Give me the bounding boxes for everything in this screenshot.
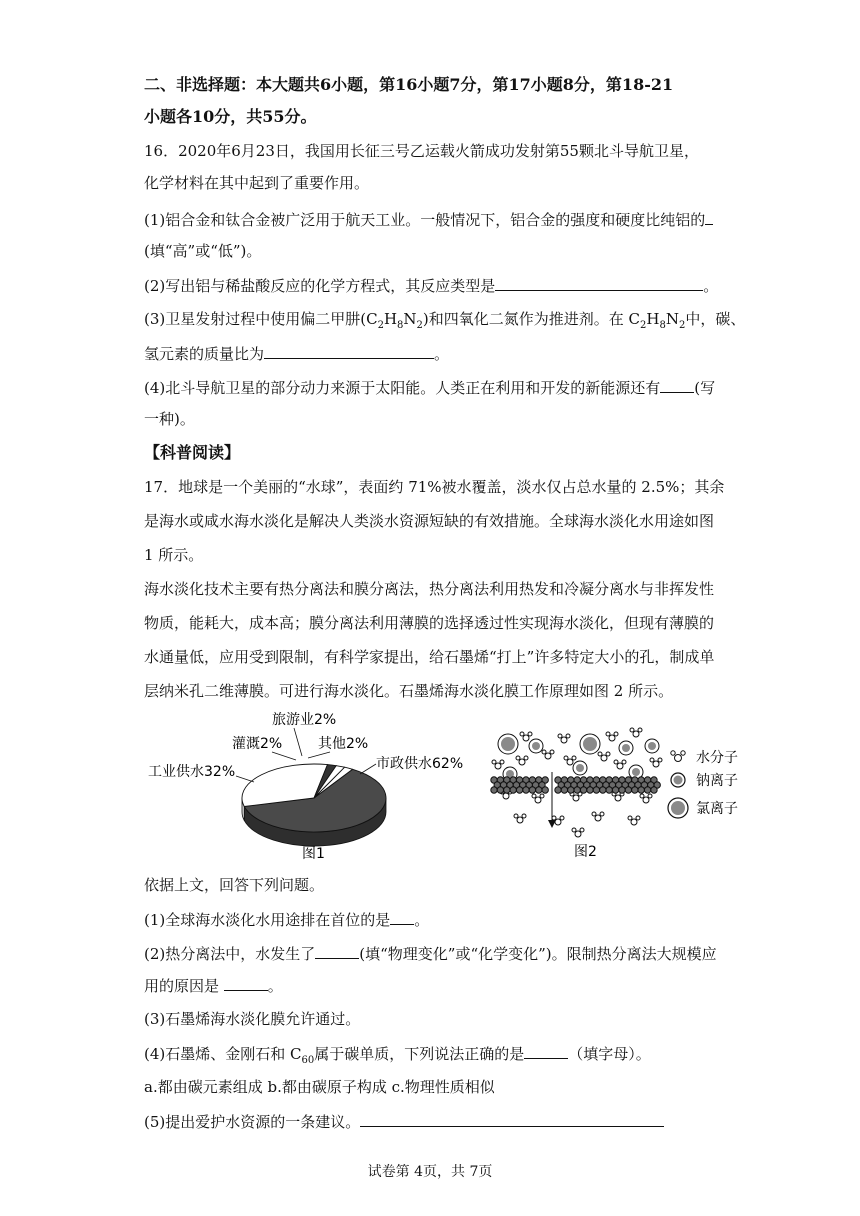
- q16-part3-line1: [144, 310, 745, 335]
- water-molecule-h: [540, 794, 544, 798]
- graphene-atom: [542, 787, 548, 793]
- legend-water-molecule-icon: [671, 751, 685, 762]
- water-molecule-h: [492, 760, 496, 764]
- water-molecule-h: [622, 760, 626, 764]
- water-molecule: [523, 735, 529, 741]
- graphene-atom: [491, 787, 497, 793]
- water-molecule-h: [614, 732, 618, 736]
- reading-header: 【科普阅读】: [144, 443, 241, 462]
- punctuation: 。: [703, 277, 719, 295]
- graphene-atom: [606, 787, 612, 793]
- water-molecule-h: [522, 814, 526, 818]
- q16-stem-line2: 化学材料在其中起到了重要作用。: [144, 174, 370, 192]
- water-molecule-h: [560, 816, 564, 820]
- q17-intro: 依据上文，回答下列问题。: [144, 876, 325, 894]
- q17-question2-line2: [144, 976, 283, 995]
- q17-question2-text: 用的原因是: [144, 977, 224, 995]
- leader-line: [294, 728, 302, 756]
- water-molecule-h: [514, 814, 518, 818]
- graphene-atom: [580, 787, 586, 793]
- water-molecule-h: [628, 816, 632, 820]
- legend-chloride: 氯离子: [696, 801, 738, 817]
- water-molecule-h: [592, 812, 596, 816]
- answer-blank[interactable]: [315, 944, 359, 959]
- pie-label-other: 其他2%: [318, 736, 369, 752]
- section-title-line1: 二、非选择题：本大题共6小题，第16小题7分，第17小题8分，第18-21: [144, 75, 674, 94]
- graphene-atom: [568, 787, 574, 793]
- formula-part: H: [383, 310, 398, 328]
- graphene-atom: [523, 787, 529, 793]
- q17-question5: [144, 1112, 664, 1131]
- water-molecule: [643, 797, 649, 803]
- water-molecule-h: [500, 760, 504, 764]
- graphene-atom: [536, 787, 542, 793]
- q16-part1-line1: [144, 210, 713, 229]
- subscript: 2: [679, 320, 686, 331]
- water-molecule-h: [558, 734, 562, 738]
- water-molecule-h: [572, 828, 576, 832]
- water-molecule-h: [520, 732, 524, 736]
- q16-part4-line1: [144, 378, 715, 397]
- water-molecule-h: [640, 794, 644, 798]
- graphene-atom: [510, 787, 516, 793]
- water-molecule: [617, 763, 623, 769]
- formula-part: H: [646, 310, 660, 328]
- subscript: 60: [301, 1055, 315, 1066]
- graphene-atom: [574, 787, 580, 793]
- graphene-atom: [632, 787, 638, 793]
- answer-blank[interactable]: [495, 276, 703, 291]
- q16-part3-text: (3)卫星发射过程中使用偏二甲肼(C: [144, 310, 378, 328]
- pie-label-irrigation: 灌溉2%: [232, 736, 283, 752]
- q17-para1-line2: 是海水或咸水海水淡化是解决人类淡水资源短缺的有效措施。全球海水淡化水用途如图: [144, 512, 715, 530]
- punctuation: 。: [267, 977, 283, 995]
- graphene-atom: [612, 787, 618, 793]
- graphene-atom: [516, 787, 522, 793]
- q16-part3-text: 中，碳、: [685, 310, 746, 328]
- q17-question1-text: (1)全球海水淡化水用途排在首位的是: [144, 911, 391, 929]
- q17-question4-text: (4)石墨烯、金刚石和 C: [144, 1045, 302, 1063]
- water-molecule-h: [564, 756, 568, 760]
- water-molecule: [615, 795, 621, 801]
- q16-part4-line2: 一种)。: [144, 410, 195, 428]
- graphene-atom: [600, 787, 606, 793]
- q17-para2-line4: 层纳米孔二维薄膜。可进行海水淡化。石墨烯海水淡化膜工作原理如图 2 所示。: [144, 682, 674, 700]
- water-molecule-h: [630, 728, 634, 732]
- water-molecule-h: [598, 752, 602, 756]
- q16-part4-text: (4)北斗导航卫星的部分动力来源于太阳能。人类正在利用和开发的新能源还有: [144, 379, 661, 397]
- graphene-atom: [593, 787, 599, 793]
- formula-part: N: [665, 310, 679, 328]
- q17-para2-line2: 物质，能耗大，成本高；膜分离法利用薄膜的选择透过性实现海水淡化，但现有薄膜的: [144, 614, 715, 632]
- water-molecule-h: [636, 816, 640, 820]
- graphene-atom: [625, 787, 631, 793]
- sodium-ion-core: [622, 744, 630, 752]
- water-molecule-h: [580, 828, 584, 832]
- water-molecule: [653, 761, 659, 767]
- sodium-ion-core: [576, 764, 584, 772]
- q16-part1-text: (1)铝合金和钛合金被广泛用于航天工业。一般情况下，铝合金的强度和硬度比纯铝的: [144, 211, 706, 229]
- water-molecule-h: [542, 750, 546, 754]
- answer-blank[interactable]: [224, 976, 268, 991]
- water-molecule-h: [516, 756, 520, 760]
- q17-question4: [144, 1044, 651, 1070]
- punctuation: 。: [434, 345, 450, 363]
- graphene-atom: [651, 787, 657, 793]
- pie-label-industrial: 工业供水32%: [148, 764, 236, 780]
- figure2-membrane-diagram: [486, 726, 776, 866]
- q17-para2-line3: 水通量低，应用受到限制，有科学家提出，给石墨烯“打上”许多特定大小的孔，制成单: [144, 648, 715, 666]
- water-molecule: [575, 831, 581, 837]
- graphene-atom: [555, 787, 561, 793]
- q16-stem-line1: 16．2020年6月23日，我国用长征三号乙运载火箭成功发射第55颗北斗导航卫星，: [144, 142, 699, 160]
- q16-part1-line2: (填“高”或“低”)。: [144, 242, 262, 260]
- leader-line: [272, 752, 296, 760]
- water-molecule-h: [572, 756, 576, 760]
- figure2-caption: 图2: [574, 844, 597, 860]
- legend-water: 水分子: [696, 750, 738, 766]
- answer-blank[interactable]: [390, 910, 414, 925]
- water-molecule-h: [606, 732, 610, 736]
- q16-part3-text: 氢元素的质量比为: [144, 345, 265, 363]
- water-molecule-h: [638, 728, 642, 732]
- q17-question5-text: (5)提出爱护水资源的一条建议。: [144, 1113, 361, 1131]
- water-molecule: [535, 797, 541, 803]
- water-molecule: [609, 735, 615, 741]
- water-molecule-h: [606, 752, 610, 756]
- subscript: 8: [397, 320, 404, 331]
- water-molecule: [595, 815, 601, 821]
- q17-options: a.都由碳元素组成 b.都由碳原子构成 c.物理性质相似: [144, 1078, 495, 1096]
- q17-para2-line1: 海水淡化技术主要有热分离法和膜分离法，热分离法利用热发和冷凝分离水与非挥发性: [144, 580, 715, 598]
- pie-label-tourism: 旅游业2%: [272, 712, 337, 728]
- q16-part2-text: (2)写出铝与稀盐酸反应的化学方程式，其反应类型是: [144, 277, 496, 295]
- page-footer: 试卷第 4页，共 7页: [367, 1164, 493, 1180]
- figure1-caption: 图1: [302, 846, 325, 862]
- q16-part3-line2: [144, 344, 449, 363]
- q16-part4-text: (写: [694, 379, 716, 397]
- water-molecule: [561, 737, 567, 743]
- graphene-membrane: [491, 777, 661, 793]
- graphene-atom: [529, 787, 535, 793]
- section-title-line2: 小题各10分，共55分。: [144, 107, 317, 126]
- sodium-ion-core: [532, 742, 540, 750]
- water-molecule: [601, 755, 607, 761]
- water-molecule-h: [600, 812, 604, 816]
- q17-para1-line3: 1 所示。: [144, 546, 204, 564]
- graphene-atom: [638, 787, 644, 793]
- water-molecule-h: [566, 734, 570, 738]
- water-molecule-h: [524, 756, 528, 760]
- flow-arrow-head: [548, 820, 556, 828]
- q17-question4-text: （填字母）。: [568, 1045, 651, 1063]
- water-molecule: [573, 795, 579, 801]
- subscript: 2: [377, 320, 384, 331]
- water-molecule-h: [528, 732, 532, 736]
- graphene-atom: [587, 787, 593, 793]
- water-molecule-h: [614, 760, 618, 764]
- q16-part2: [144, 276, 718, 295]
- water-molecule: [519, 759, 525, 765]
- leader-line: [360, 764, 376, 774]
- water-molecule: [631, 819, 637, 825]
- water-molecule: [503, 793, 509, 799]
- graphene-atom: [561, 787, 567, 793]
- leader-line: [236, 776, 254, 782]
- water-molecule: [495, 763, 501, 769]
- water-molecule: [633, 731, 639, 737]
- answer-blank[interactable]: [264, 344, 434, 359]
- answer-blank[interactable]: [705, 210, 713, 225]
- water-molecule: [555, 819, 561, 825]
- q17-question2-line1: [144, 944, 717, 963]
- chloride-ion-core: [583, 737, 597, 751]
- q17-question2-text: (填“物理变化”或“化学变化”)。限制热分离法大规模应: [359, 945, 717, 963]
- water-molecule-h: [650, 758, 654, 762]
- q17-question1: [144, 910, 429, 929]
- water-molecule: [545, 753, 551, 759]
- q17-para1-line1: 17．地球是一个美丽的“水球”，表面约 71%被水覆盖，淡水仅占总水量的 2.5%；其余: [144, 478, 725, 496]
- water-molecule-h: [532, 794, 536, 798]
- answer-blank[interactable]: [524, 1044, 568, 1059]
- subscript: 2: [416, 320, 423, 331]
- answer-blank[interactable]: [660, 378, 694, 393]
- q17-question3: (3)石墨烯海水淡化膜允许通过。: [144, 1010, 361, 1028]
- pie-label-municipal: 市政供水62%: [376, 756, 464, 772]
- water-molecule-h: [550, 750, 554, 754]
- legend-chloride-ion-icon: [668, 798, 688, 818]
- water-molecule: [517, 817, 523, 823]
- sodium-ion-core: [648, 742, 656, 750]
- graphene-atom: [644, 787, 650, 793]
- q16-part3-text: )和四氧化二氮作为推进剂。在 C: [422, 310, 641, 328]
- answer-blank[interactable]: [360, 1112, 664, 1127]
- water-molecule-h: [552, 816, 556, 820]
- graphene-atom: [619, 787, 625, 793]
- leader-line: [308, 752, 330, 758]
- legend-sodium: 钠离子: [696, 773, 738, 789]
- chloride-ion-core: [501, 737, 515, 751]
- subscript: 8: [659, 320, 666, 331]
- formula-part: N: [403, 310, 417, 328]
- sodium-ion-core: [632, 768, 640, 776]
- water-molecule-h: [648, 794, 652, 798]
- figure1-pie-chart: [144, 710, 484, 870]
- water-molecule: [567, 759, 573, 765]
- subscript: 2: [640, 320, 647, 331]
- legend-sodium-ion-icon: [671, 773, 685, 787]
- punctuation: 。: [414, 911, 430, 929]
- pie-slices: [242, 764, 386, 846]
- graphene-atom: [497, 787, 503, 793]
- graphene-atom: [504, 787, 510, 793]
- q17-question4-text: 属于碳单质，下列说法正确的是: [314, 1045, 525, 1063]
- water-molecule-h: [658, 758, 662, 762]
- q17-question2-text: (2)热分离法中，水发生了: [144, 945, 316, 963]
